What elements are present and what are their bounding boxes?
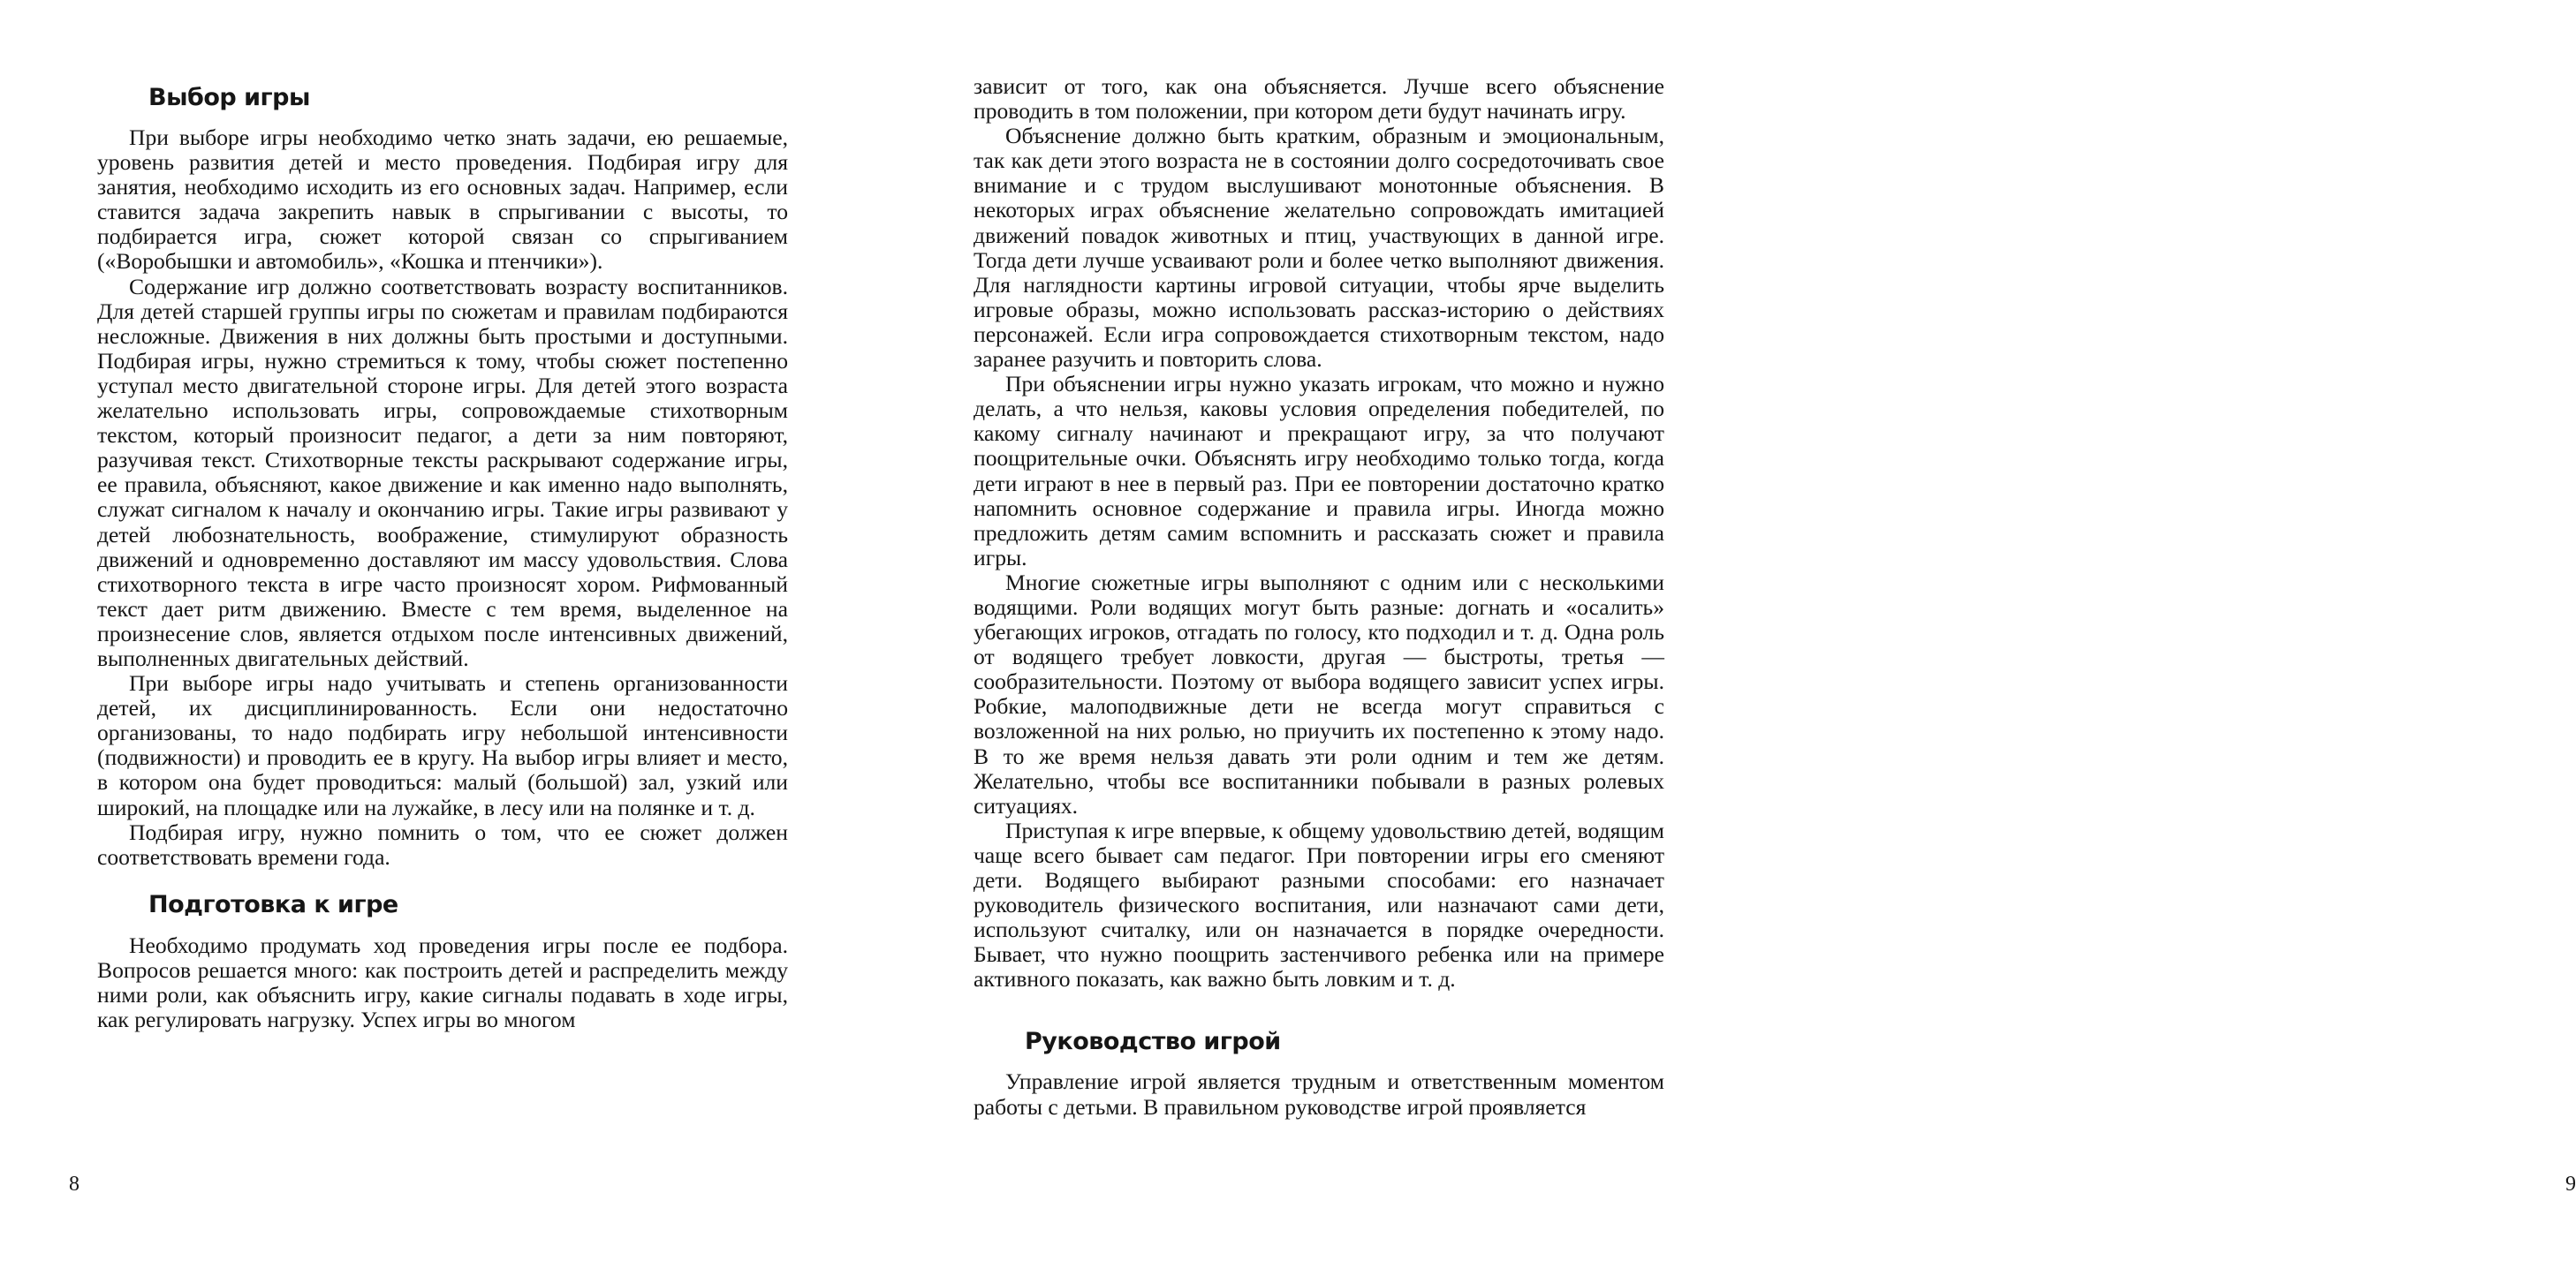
left-text-column xyxy=(97,74,788,1032)
crescent-moons-icon xyxy=(95,886,145,925)
section-title: Подготовка к игре xyxy=(148,891,398,919)
paragraph: При объяснении игры нужно указать игрокам, что можно и нужно делать, а что нельзя, каковы условия определения победителей, по какому сигналу начинают и прекращают игру, за что получают поощрительные очки. Объяснять игру необходимо только тогда, когда дети играют в нее в первый раз. При ее повторении достаточно кратко напомнить основное содержание и правила игры. Иногда можно предложить детям самим вспомнить и рассказать сюжет и правила игры. xyxy=(974,371,1664,570)
paragraph: Подбирая игру, нужно помнить о том, что ее сюжет должен соответствовать времени года. xyxy=(97,819,788,870)
section-heading-game-guidance xyxy=(974,1018,1664,1064)
paragraph: Многие сюжетные игры выполняют с одним или с несколькими водящими. Роли водящих могут быть разные: догнать и «осалить» убегающих игроков, отгадать по голосу, кто подходил и т. д. Одна роль от водящего требует ловкости, другая — быстроты, третья — сообразительности. Поэтому от выбора водящего зависит успех игры. Робкие, малоподвижные дети не всегда могут справиться с возложенной на них ролью, но приучить их постепенно к этому надо. В то же время нельзя давать эти роли одним и тем же детям. Желательно, чтобы все воспитанники побывали в разных ролевых ситуациях. xyxy=(974,569,1664,819)
paragraph: При выборе игры надо учитывать и степень организованности детей, их дисциплинированность. Если они недостаточно организованы, то надо подбирать игру небольшой интенсивности (подвижности) и проводить ее в кругу. На выбор игры влияет и место, в котором она будет проводиться: малый (большой) зал, узкий или широкий, на площадке или на лужайке, в лесу или на полянке и т. д. xyxy=(97,670,788,820)
page-number: 9 xyxy=(2565,1173,2576,1196)
paragraph: Содержание игр должно соответствовать возрасту воспитанников. Для детей старшей группы игры по сюжетам и правилам подбираются несложные. Движения в них должны быть простыми и доступными. Подбирая игры, нужно стремиться к тому, чтобы сюжет постепенно уступал место двигательной стороне игры. Для детей этого возраста желательно использовать игры, сопровождаемые стихотворным текстом, который произносит педагог, а дети за ним повторяют, разучивая текст. Стихотворные тексты раскрывают содержание игры, ее правила, объясняют, какое движение и как именно надо выполнять, служат сигналом к началу и окончанию игры. Такие игры развивают у детей любознательность, воображение, стимулируют образность движений и одновременно доставляют им массу удовольствия. Слова стихотворного текста в игре часто произносят хором. Рифмованный текст дает ритм движению. Вместе с тем время, выделенное на произнесение слов, является отдыхом после интенсивных движений, выполненных двигательных действий. xyxy=(97,273,788,671)
page-number: 8 xyxy=(69,1173,80,1196)
paragraph: Управление игрой является трудным и ответственным моментом работы с детьми. В правильном руководстве игрой проявляется xyxy=(974,1068,1664,1120)
paragraph: Приступая к игре впервые, к общему удовольствию детей, водящим чаще всего бывает сам педагог. При повторении игры его сменяют дети. Водящего выбирают разными способами: его назначает руководитель физического воспитания, или назначают сами дети, используют считалку, или он назначается в порядке очередности. Бывает, что нужно поощрить застенчивого ребенка или на примере активного показать, как важно быть ловким и т. д. xyxy=(974,817,1664,993)
section-heading-game-choice xyxy=(97,74,788,120)
section-heading-game-preparation xyxy=(97,882,788,928)
paragraph: При выборе игры необходимо четко знать задачи, ею решаемые, уровень развития детей и место проведения. Подбирая игру для занятия, необходимо исходить из его основных задач. Например, если ставится задача закрепить навык в спрыгивании с высоты, то подбирается игра, сюжет которой связан со спрыгиванием («Воробышки и автомобиль», «Кошка и птенчики»). xyxy=(97,125,788,275)
crescent-moons-icon xyxy=(972,1022,1021,1061)
section-title: Руководство игрой xyxy=(1025,1027,1281,1055)
paragraph-continuation: зависит от того, как она объясняется. Лучше всего объяснение проводить в том положении, при котором дети будут начинать игру. xyxy=(974,73,1664,125)
paragraph: Необходимо продумать ход проведения игры после ее подбора. Вопросов решается много: как построить детей и распределить между ними роли, как объяснить игру, какие сигналы подавать в ходе игры, как регулировать нагрузку. Успех игры во многом xyxy=(97,932,788,1033)
left-page xyxy=(0,0,883,1261)
section-title: Выбор игры xyxy=(148,83,310,111)
right-page xyxy=(883,0,2576,1261)
paragraph: Объяснение должно быть кратким, образным и эмоциональным, так как дети этого возраста не в состоянии долго сосредоточивать свое внимание и с трудом выслушивают монотонные объяснения. В некоторых играх объяснение желательно сопровождать имитацией движений повадок животных и птиц, участвующих в данной игре. Тогда дети лучше усваивают роли и более четко выполняют движения. Для наглядности картины игровой ситуации, чтобы ярче выделить игровые образы, можно использовать рассказ-историю о действиях персонажей. Если игра сопровождается стихотворным текстом, надо заранее разучить и повторить слова. xyxy=(974,123,1664,373)
crescent-moons-icon xyxy=(95,78,145,117)
right-text-column xyxy=(974,74,1664,1120)
